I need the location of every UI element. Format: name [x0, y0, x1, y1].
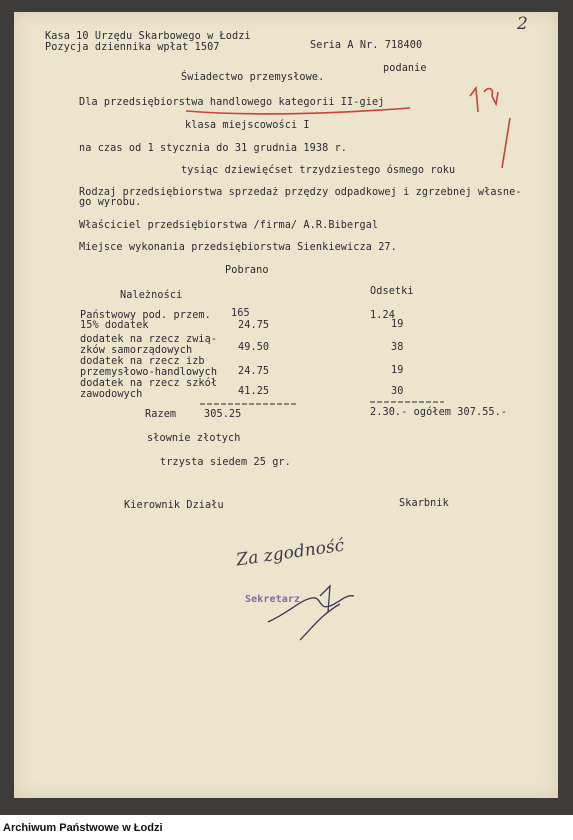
body-category-line: Dla przedsiębiorstwa handlowego kategorii II-giej: [79, 97, 385, 108]
table-row-amount: 165: [231, 308, 250, 319]
footer-bar: [0, 815, 573, 840]
table-row-amount: 24.75: [238, 366, 270, 377]
table-row-odsetki: 19: [391, 319, 404, 330]
body-class-line: klasa miejscowości I: [185, 120, 310, 131]
table-row-amount: 49.50: [238, 342, 270, 353]
table-row-odsetki: 38: [391, 342, 404, 353]
table-row-label: 15% dodatek: [80, 320, 149, 331]
table-row-label: zawodowych: [80, 389, 143, 400]
razem-amount: 305.25: [204, 409, 242, 420]
body-period-line: na czas od 1 stycznia do 31 grudnia 1938 r.: [79, 143, 348, 154]
table-row-label: Państwowy pod. przem.: [80, 310, 211, 321]
table-row-label: przemysłowo-handlowych: [80, 367, 218, 378]
red-check-stroke: [502, 118, 510, 168]
pozycja-line: Pozycja dziennika wpłat 1507: [45, 42, 220, 53]
body-owner-line: Właściciel przedsiębiorstwa /firma/ A.R.Bibergal: [79, 220, 379, 231]
table-row-label: dodatek na rzecz izb: [80, 356, 205, 367]
sekretarz-stamp: Sekretarz: [245, 594, 301, 605]
archive-name: Archiwum Państwowe w Łodzi: [3, 822, 163, 834]
zgodnosc-handwriting: Za zgodność: [235, 535, 346, 571]
slownie-amount: trzysta siedem 25 gr.: [160, 457, 291, 468]
table-row-label: zków samorządowych: [80, 345, 193, 356]
table-row-label: dodatek na rzecz zwią-: [80, 334, 218, 345]
signature-scribble: [268, 586, 354, 640]
table-row-amount: 41.25: [238, 386, 270, 397]
seria-number: Seria A Nr. 718400: [310, 40, 423, 51]
red-underline: [186, 108, 410, 114]
pobrano-label: Pobrano: [225, 265, 269, 276]
skarbnik-label: Skarbnik: [399, 498, 449, 509]
table-row-odsetki: 19: [391, 365, 404, 376]
table-row-odsetki: 30: [391, 386, 404, 397]
page-number: 2: [517, 14, 528, 34]
odsetki-header: Odsetki: [370, 286, 414, 297]
document-title: Świadectwo przemysłowe.: [181, 72, 325, 83]
razem-label: Razem: [145, 409, 177, 420]
razem-odsetki-total: 2.30.- ogółem 307.55.-: [370, 407, 508, 418]
body-location-line: Miejsce wykonania przedsiębiorstwa Sienkiewicza 27.: [79, 242, 397, 253]
body-type-line-2: go wyrobu.: [79, 197, 142, 208]
table-row-amount: 24.75: [238, 320, 270, 331]
red-scribble-mark: [470, 88, 498, 112]
naleznosci-header: Należności: [120, 290, 183, 301]
podanie-label: podanie: [383, 63, 427, 74]
kierownik-label: Kierownik Działu: [124, 500, 224, 511]
body-type-line-1: Rodzaj przedsiębiorstwa sprzedaż przędzy odpadkowej i zgrzebnej własne-: [79, 187, 522, 198]
kasa-line: Kasa 10 Urzędu Skarbowego w Łodzi: [45, 31, 251, 42]
table-row-odsetki: 1.24: [370, 310, 395, 321]
table-row-label: dodatek na rzecz szkół: [80, 378, 218, 389]
body-year-words-line: tysiąc dziewięćset trzydziestego ósmego roku: [181, 165, 456, 176]
slownie-label: słownie złotych: [147, 433, 241, 444]
